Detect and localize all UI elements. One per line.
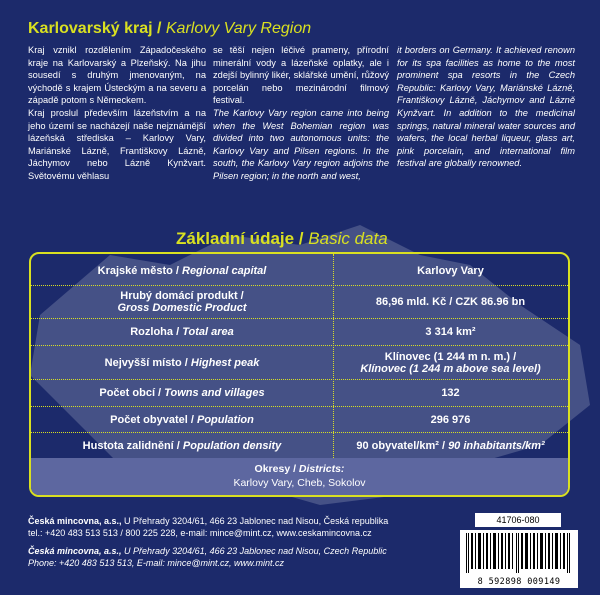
table-row-density: Hustota zalidnění / Population density 90 obyvatel/km² / 90 inhabitants/km² — [82, 439, 545, 452]
intro-paragraph-cs-1: Kraj vznikl rozdělením Západočeského kraje na Karlovarský a Plzeňský. Na jihu sousedí s druhým jmenovaným, na východě s krajem Ústeckým a na severu a západě potom s Německem. — [28, 45, 206, 106]
footer-en: Česká mincovna, a.s., U Přehrady 3204/61, 466 23 Jablonec nad Nisou, Czech Republic Phone: +420 483 513 513, E-mail: mince@mint.cz, www.mint.cz — [28, 546, 387, 568]
table-row-towns: Počet obcí / Towns and villages 132 — [99, 387, 460, 399]
footer-cs: Česká mincovna, a.s., U Přehrady 3204/61, 466 23 Jablonec nad Nisou, Česká republika tel.: +420 483 513 513 / 800 225 228, e-mail: mince@mint.cz, www.ceskamincovna.cz — [28, 516, 389, 538]
intro-paragraph-en-1: The Karlovy Vary region came into being when the West Bohemian region was divided into two autonomous units: the Karlovy Vary and Pilsen regions. In the south, the Karlovy Vary region adjoins the Pilsen region; in the north and west, — [213, 107, 389, 181]
basic-data-table — [29, 252, 570, 497]
intro-paragraph-cs-2: Kraj proslul především lázeňstvím a na jeho území se nacházejí naše nejznámější lázeňská střediska – Karlovy Vary, Mariánské Lázně, Františkovy Lázně, Jáchymov nebo Lázně Kynžvart. Světovému věhlasu — [28, 107, 206, 181]
intro-paragraph-en-2: it borders on Germany. It achieved renown for its spa facilities as home to the most prominent spa resorts in the Czech Republic: Karlovy Vary, Mariánské Lázně, Františkovy Lázně, Jáchymov and Lázně Kynžvart. In addition to the medicinal springs, natural mineral water sources and wafers, the local herbal liqueur, glass art, pink porcelain, and international film festival are globally renowned. — [397, 45, 575, 169]
table-row-peak: Nejvyšší místo / Highest peak Klínovec (1 244 m n. m.) / Klínovec (1 244 m above sea level) — [104, 350, 541, 375]
districts-list: Karlovy Vary, Cheb, Sokolov — [233, 477, 366, 489]
product-code: 41706-080 — [475, 513, 561, 527]
intro-paragraph-cs-3: se těší nejen léčivé prameny, přírodní minerální vody a lázeňské oplatky, ale i zdejší bylinný likér, sklářské umění, růžový porcelán nebo mezinárodní filmový festival. — [213, 45, 389, 106]
table-row-area: Rozloha / Total area 3 314 km² — [130, 326, 476, 338]
table-row-population: Počet obyvatel / Population 296 976 — [110, 413, 471, 426]
barcode-number: 8 592898 009149 — [477, 577, 561, 587]
basic-data-title: Základní údaje / Basic data — [176, 229, 388, 248]
districts-section: Okresy / Districts: Karlovy Vary, Cheb, Sokolov — [31, 458, 568, 497]
barcode-icon — [466, 533, 572, 573]
table-row-capital: Krajské město / Regional capital Karlovy Vary — [97, 265, 484, 277]
barcode — [460, 530, 578, 588]
intro-column-2 — [213, 44, 389, 183]
table-row-gdp: Hrubý domácí produkt / Gross Domestic Product 86,96 mld. Kč / CZK 86.96 bn — [117, 290, 526, 314]
intro-column-3 — [397, 44, 575, 170]
region-title: Karlovarský kraj / Karlovy Vary Region — [28, 20, 312, 37]
intro-column-1 — [28, 44, 206, 183]
